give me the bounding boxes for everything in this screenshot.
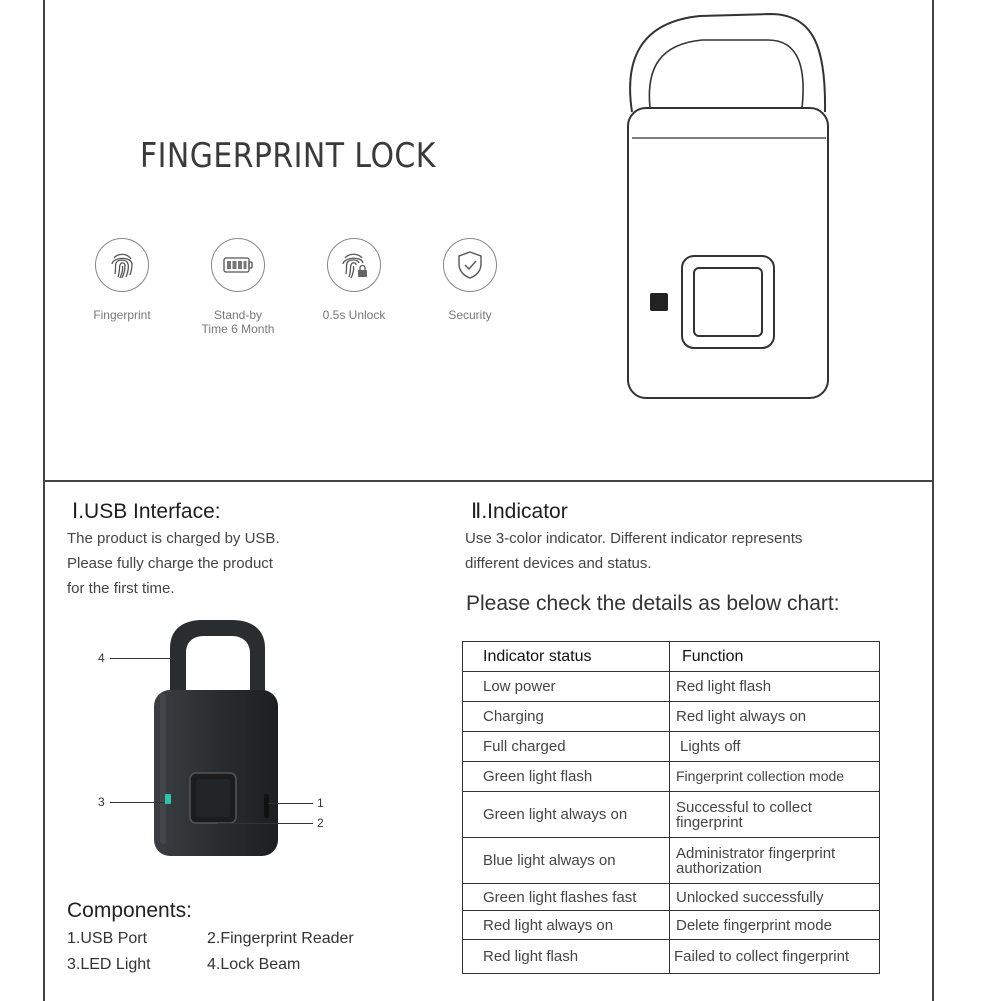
frame-left-border [43,0,45,1001]
table-cell: Green light flash [463,762,670,792]
feature-security [410,238,530,322]
indicator-table [462,641,880,974]
component-item: 2.Fingerprint Reader [207,930,354,947]
table-cell: Charging [463,702,670,732]
table-cell: Administrator fingerprint authorization [670,838,880,884]
padlock-product-image [150,618,285,868]
table-cell: Lights off [670,732,880,762]
battery-icon [211,238,265,292]
table-cell: Red light always on [463,911,670,940]
table-row [463,911,880,940]
table-row [463,762,880,792]
component-item: 4.Lock Beam [207,956,301,973]
components-heading: Components: [67,899,192,922]
callout-line-1 [268,803,313,804]
component-item: 3.LED Light [67,956,151,973]
feature-label: Security [448,308,492,322]
table-cell: Delete fingerprint mode [670,911,880,940]
indicator-description: Use 3-color indicator. Different indicator represents different devices and status. [465,530,803,572]
component-item: 1.USB Port [67,930,148,947]
table-row [463,884,880,911]
table-cell: Fingerprint collection mode [670,762,880,792]
indicator-section-heading: Ⅱ.Indicator [471,500,568,523]
table-row [463,672,880,702]
callout-line-2 [218,823,313,824]
feature-label: Fingerprint [93,308,151,322]
padlock-outline-drawing [620,10,840,406]
table-row [463,732,880,762]
table-cell: Green light always on [463,792,670,838]
shield-check-icon [443,238,497,292]
fingerprint-icon [95,238,149,292]
table-cell: Blue light always on [463,838,670,884]
frame-right-border [932,0,934,1001]
callout-number-2: 2 [317,816,324,830]
usb-description: The product is charged by USB. Please fully charge the product for the first time. [67,530,280,597]
callout-number-1: 1 [317,796,324,810]
table-header-row [463,642,880,672]
feature-label: 0.5s Unlock [322,308,386,322]
table-cell: Full charged [463,732,670,762]
column-header: Indicator status [463,642,670,672]
table-cell: Red light flash [463,940,670,974]
feature-standby [178,238,298,336]
table-row [463,792,880,838]
table-row [463,702,880,732]
callout-number-3: 3 [98,795,105,809]
table-cell: Low power [463,672,670,702]
table-row [463,838,880,884]
usb-section-heading: Ⅰ.USB Interface: [72,500,221,523]
feature-label: Stand-by Time 6 Month [201,308,275,336]
fingerprint-lock-icon [327,238,381,292]
table-cell: Successful to collect fingerprint [670,792,880,838]
callout-number-4: 4 [98,651,105,665]
table-cell: Unlocked successfully [670,884,880,911]
section-divider [43,480,933,482]
page-title: FINGERPRINT LOCK [140,136,436,176]
table-cell: Failed to collect fingerprint [670,940,880,974]
chart-intro-text: Please check the details as below chart: [466,592,840,615]
table-cell: Red light flash [670,672,880,702]
feature-fingerprint [62,238,182,322]
table-row [463,940,880,974]
table-cell: Red light always on [670,702,880,732]
callout-line-4 [110,658,174,659]
column-header: Function [670,642,880,672]
feature-unlock [294,238,414,322]
callout-line-3 [110,802,164,803]
table-cell: Green light flashes fast [463,884,670,911]
